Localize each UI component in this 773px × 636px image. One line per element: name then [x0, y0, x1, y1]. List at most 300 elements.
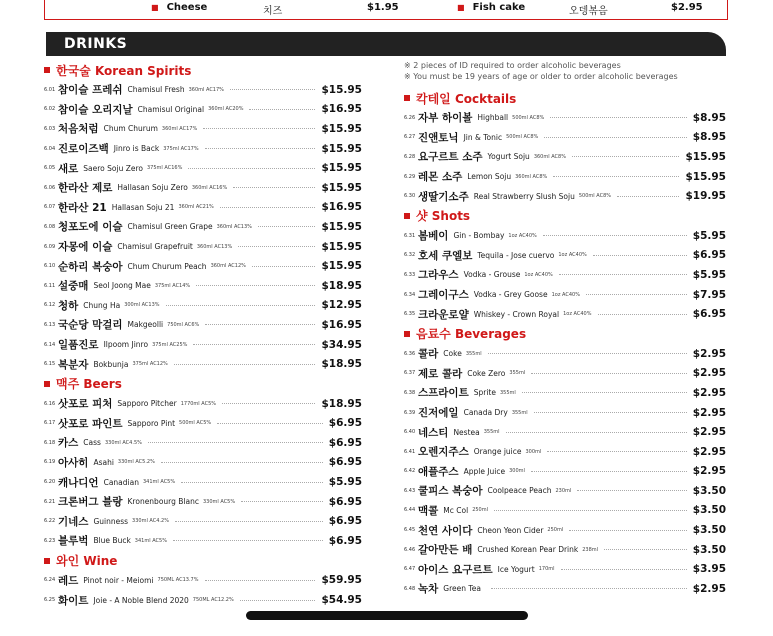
item-price: $7.95	[692, 288, 726, 301]
menu-item	[404, 559, 726, 579]
item-spec: 330ml AC4.2%	[132, 518, 169, 525]
dot-leader	[494, 510, 687, 511]
dot-leader	[550, 117, 686, 118]
item-korean-name: 한라산 21	[58, 201, 107, 214]
drinks-banner-title: DRINKS	[64, 36, 128, 52]
item-korean-name: 참이슬 프레쉬	[58, 84, 123, 97]
item-korean-name: 처음처럼	[58, 123, 99, 136]
item-price: $8.95	[692, 131, 726, 144]
item-price: $2.95	[692, 406, 726, 419]
item-code: 6.12	[44, 302, 56, 309]
item-spec: 330ml AC4.5%	[104, 439, 142, 446]
section-title-label: 맥주 Beers	[56, 377, 122, 392]
item-price: $2.95	[692, 465, 726, 478]
item-spec: 360ml AC12%	[210, 263, 246, 270]
dot-leader	[488, 353, 687, 354]
item-english-name: Jin & Tonic	[463, 132, 503, 142]
item-english-name: Crushed Korean Pear Drink	[477, 545, 579, 555]
menu-item	[404, 442, 726, 462]
item-spec: 360ml AC8%	[515, 173, 548, 180]
dot-leader	[217, 423, 323, 424]
dot-leader	[205, 580, 316, 581]
menu-item	[44, 217, 362, 237]
item-korean-name: 진저에일	[418, 407, 459, 420]
item-code: 6.30	[404, 193, 416, 200]
item-spec: 360ml AC20%	[208, 106, 244, 113]
item-english-name: Lemon Soju	[467, 172, 512, 182]
item-korean-name: 제로 콜라	[418, 367, 463, 380]
item-code: 6.18	[44, 439, 56, 446]
item-korean-name: 카스	[58, 437, 79, 450]
item-english-name: Nestea	[453, 427, 480, 437]
item-price: $16.95	[321, 201, 362, 214]
item-code: 6.25	[44, 597, 56, 604]
item-korean-name: 참이슬 오리지날	[58, 103, 133, 116]
section-title-label: 한국술 Korean Spirits	[56, 63, 192, 78]
item-english-name: Seol Joong Mae	[93, 281, 151, 291]
menu-item	[44, 354, 362, 374]
item-spec: 1770ml AC5%	[180, 400, 217, 407]
menu-item	[44, 119, 362, 139]
square-bullet-icon	[404, 331, 410, 337]
square-bullet-icon	[44, 558, 50, 564]
section-title-label: 음료수 Beverages	[416, 327, 527, 342]
item-korean-name: 새로	[58, 162, 79, 175]
item-code: 6.13	[44, 321, 56, 328]
dot-leader	[196, 285, 315, 286]
item-price: $54.95	[321, 594, 362, 607]
item-code: 6.03	[44, 125, 56, 132]
item-spec: 250ml	[547, 527, 564, 534]
menu-item	[44, 158, 362, 178]
item-spec: 341ml AC5%	[142, 479, 176, 486]
item-english-name: Yogurt Soju	[487, 152, 530, 162]
item-spec: 360ml AC17%	[161, 125, 198, 132]
item-code: 6.43	[404, 487, 416, 494]
bullet-icon: ■	[151, 3, 159, 12]
item-english-name: Pinot noir - Meiomi	[83, 575, 154, 585]
item-korean-name: 스프라이트	[418, 387, 469, 400]
menu-item	[404, 285, 726, 305]
item-korean-name: 한라산 제로	[58, 182, 113, 195]
item-korean-name: 일품진로	[58, 339, 99, 352]
item-english-name: Gin - Bombay	[453, 231, 505, 241]
item-korean-name: 자부 하이볼	[418, 112, 473, 125]
item-english-name: Green Tea	[443, 584, 481, 594]
item-korean-name: 녹차	[418, 583, 439, 596]
top-item-right-name: Fish cake	[472, 2, 526, 13]
home-indicator[interactable]	[246, 611, 528, 620]
section-title	[44, 551, 362, 571]
dot-leader	[148, 442, 323, 443]
item-spec: 300ml	[509, 468, 525, 475]
item-korean-name: 복분자	[58, 358, 89, 371]
item-code: 6.39	[404, 409, 416, 416]
menu-item	[404, 265, 726, 285]
dot-leader	[604, 549, 687, 550]
item-spec: 375ml AC14%	[154, 282, 191, 289]
item-code: 6.34	[404, 291, 416, 298]
item-english-name: Hallasan Soju Zero	[117, 183, 188, 193]
dot-leader	[193, 344, 315, 345]
item-spec: 1oz AC40%	[524, 271, 553, 278]
menu-item	[44, 237, 362, 257]
item-price: $5.95	[328, 476, 362, 489]
item-spec: 750ML AC13.7%	[157, 577, 199, 584]
menu-item	[44, 414, 362, 434]
item-code: 6.24	[44, 577, 56, 584]
item-code: 6.48	[404, 585, 416, 592]
item-korean-name: 아이스 요구르트	[418, 563, 493, 576]
item-price: $8.95	[692, 111, 726, 124]
item-code: 6.21	[44, 498, 56, 505]
item-spec: 341ml AC5%	[134, 537, 167, 544]
section-title-label: 칵테일 Cocktails	[416, 91, 517, 106]
item-code: 6.42	[404, 468, 416, 475]
item-english-name: Sprite	[473, 388, 496, 398]
menu-item	[404, 128, 726, 148]
item-price: $3.50	[692, 504, 726, 517]
item-spec: 355ml	[465, 350, 482, 357]
section-title	[404, 88, 726, 108]
item-english-name: Real Strawberry Slush Soju	[473, 191, 575, 201]
item-spec: 1oz AC40%	[508, 232, 537, 239]
dot-leader	[175, 521, 323, 522]
top-item-left-name: Cheese	[166, 2, 208, 13]
item-english-name: Ice Yogurt	[497, 564, 535, 574]
item-code: 6.16	[44, 400, 56, 407]
item-korean-name: 기네스	[58, 515, 89, 528]
item-code: 6.47	[404, 566, 416, 573]
dot-leader	[258, 226, 316, 227]
item-price: $3.50	[692, 543, 726, 556]
item-spec: 360ml AC8%	[533, 153, 566, 160]
item-spec: 375ml AC16%	[147, 165, 183, 172]
item-price: $18.95	[321, 358, 362, 371]
item-price: $15.95	[321, 122, 362, 135]
item-english-name: Highball	[477, 113, 509, 123]
dot-leader	[553, 176, 679, 177]
dot-leader	[577, 490, 687, 491]
section-title	[44, 60, 362, 80]
item-english-name: Kronenbourg Blanc	[127, 497, 199, 507]
dot-leader	[522, 392, 687, 393]
item-price: $59.95	[321, 574, 362, 587]
dot-leader	[534, 412, 687, 413]
item-code: 6.33	[404, 271, 416, 278]
item-spec: 360ml AC16%	[191, 184, 228, 191]
dot-leader	[506, 432, 687, 433]
item-spec: 375ml AC12%	[132, 361, 168, 368]
menu-item	[44, 335, 362, 355]
item-price: $15.95	[321, 181, 362, 194]
item-spec: 330ml AC5%	[202, 498, 236, 505]
item-korean-name: 크론버그 블랑	[58, 496, 123, 509]
item-price: $5.95	[692, 229, 726, 242]
item-spec: 750ml AC6%	[167, 321, 200, 328]
menu-item	[44, 178, 362, 198]
item-price: $2.95	[692, 367, 726, 380]
item-price: $6.95	[692, 249, 726, 262]
item-price: $15.95	[685, 150, 726, 163]
item-price: $2.95	[692, 426, 726, 439]
item-korean-name: 크라운로얄	[418, 308, 469, 321]
item-price: $2.95	[692, 582, 726, 595]
dot-leader	[240, 600, 316, 601]
dot-leader	[181, 482, 323, 483]
dot-leader	[161, 462, 323, 463]
item-spec: 360ml AC13%	[196, 243, 233, 250]
item-english-name: Chung Ha	[83, 300, 121, 310]
item-code: 6.37	[404, 370, 416, 377]
dot-leader	[617, 196, 679, 197]
item-price: $16.95	[321, 103, 362, 116]
id-notice: ※ You must be 19 years of age or older to order alcoholic beverages	[404, 72, 678, 81]
drinks-banner	[46, 32, 726, 56]
item-korean-name: 레드	[58, 574, 79, 587]
square-bullet-icon	[44, 67, 50, 73]
item-code: 6.27	[404, 134, 416, 141]
item-code: 6.36	[404, 350, 416, 357]
section-title	[404, 206, 726, 226]
item-code: 6.44	[404, 507, 416, 514]
item-english-name: Canadian	[103, 477, 139, 487]
item-korean-name: 그레이구스	[418, 289, 469, 302]
section-title	[44, 374, 362, 394]
item-code: 6.40	[404, 429, 416, 436]
item-price: $6.95	[328, 417, 362, 430]
item-korean-name: 자몽에 이슬	[58, 241, 113, 254]
item-korean-name: 천연 사이다	[418, 524, 473, 537]
item-code: 6.14	[44, 341, 56, 348]
item-korean-name: 네스티	[418, 426, 449, 439]
item-english-name: Cass	[83, 438, 101, 448]
item-english-name: Asahi	[93, 457, 114, 467]
item-code: 6.07	[44, 204, 56, 211]
item-spec: 300ml AC13%	[124, 302, 160, 309]
menu-item	[44, 80, 362, 100]
item-price: $3.95	[692, 563, 726, 576]
dot-leader	[188, 168, 315, 169]
item-english-name: Mc Col	[443, 505, 469, 515]
item-english-name: Saero Soju Zero	[83, 163, 143, 173]
item-code: 6.46	[404, 546, 416, 553]
dot-leader	[598, 314, 687, 315]
menu-item	[44, 100, 362, 120]
item-korean-name: 블루벅	[58, 535, 89, 548]
square-bullet-icon	[404, 95, 410, 101]
item-spec: 360ml AC13%	[216, 223, 252, 230]
item-code: 6.01	[44, 86, 56, 93]
menu-item	[404, 304, 726, 324]
item-korean-name: 맥콜	[418, 504, 439, 517]
item-spec: 1oz AC40%	[563, 311, 592, 318]
item-price: $15.95	[321, 142, 362, 155]
menu-item	[44, 531, 362, 551]
item-code: 6.38	[404, 389, 416, 396]
item-spec: 1oz AC40%	[551, 291, 580, 298]
menu-item	[404, 540, 726, 560]
top-item-left	[151, 2, 207, 13]
item-english-name: Chamisul Green Grape	[127, 222, 213, 232]
dot-leader	[491, 588, 687, 589]
square-bullet-icon	[404, 213, 410, 219]
item-english-name: Chum Churum	[103, 124, 158, 134]
dot-leader	[233, 187, 315, 188]
item-price: $6.95	[328, 456, 362, 469]
menu-item	[404, 579, 726, 599]
item-english-name: Coke Zero	[467, 368, 506, 378]
item-price: $3.50	[692, 484, 726, 497]
item-english-name: Guinness	[93, 516, 129, 526]
item-price: $6.95	[692, 308, 726, 321]
item-english-name: Tequila - Jose cuervo	[477, 250, 555, 260]
item-price: $6.95	[328, 534, 362, 547]
item-english-name: Canada Dry	[463, 408, 508, 418]
item-english-name: Blue Buck	[93, 536, 131, 546]
item-price: $6.95	[328, 495, 362, 508]
item-price: $34.95	[321, 338, 362, 351]
item-korean-name: 오렌지주스	[418, 446, 469, 459]
item-korean-name: 아사히	[58, 456, 89, 469]
item-price: $15.95	[321, 162, 362, 175]
item-korean-name: 레몬 소주	[418, 171, 463, 184]
item-english-name: Coke	[443, 349, 462, 359]
menu-item	[44, 198, 362, 218]
item-korean-name: 국순당 막걸리	[58, 319, 123, 332]
item-code: 6.20	[44, 479, 56, 486]
dot-leader	[205, 324, 315, 325]
item-english-name: Whiskey - Crown Royal	[473, 309, 560, 319]
left-column	[44, 60, 362, 610]
item-code: 6.06	[44, 184, 56, 191]
menu-item	[44, 139, 362, 159]
item-english-name: Apple Juice	[463, 466, 506, 476]
item-price: $16.95	[321, 318, 362, 331]
item-spec: 330ml AC5.2%	[117, 459, 155, 466]
item-price: $15.95	[321, 260, 362, 273]
item-code: 6.17	[44, 420, 56, 427]
menu-item	[404, 344, 726, 364]
item-english-name: Vodka - Grouse	[463, 270, 521, 280]
item-spec: 500ml AC8%	[512, 114, 545, 121]
item-code: 6.31	[404, 232, 416, 239]
dot-leader	[222, 403, 315, 404]
top-item-left-price: $1.95	[367, 2, 399, 13]
item-english-name: Chum Churum Peach	[127, 261, 207, 271]
dot-leader	[220, 207, 316, 208]
item-price: $5.95	[692, 268, 726, 281]
item-english-name: Orange juice	[473, 447, 522, 457]
item-price: $2.95	[692, 445, 726, 458]
right-column	[404, 60, 726, 599]
item-spec: 250ml	[472, 507, 488, 514]
dot-leader	[241, 501, 323, 502]
menu-item	[404, 501, 726, 521]
menu-item	[44, 571, 362, 591]
dot-leader	[173, 540, 323, 541]
item-price: $18.95	[321, 397, 362, 410]
item-english-name: Sapporo Pitcher	[117, 399, 177, 409]
section-title-label: 샷 Shots	[416, 209, 471, 224]
item-korean-name: 캐나디언	[58, 476, 99, 489]
item-english-name: Hallasan Soju 21	[111, 202, 175, 212]
item-spec: 360ml AC17%	[188, 86, 224, 93]
item-english-name: Coolpeace Peach	[487, 486, 552, 496]
item-spec: 230ml	[555, 487, 572, 494]
menu-item	[404, 147, 726, 167]
dot-leader	[205, 148, 316, 149]
item-korean-name: 호세 쿠엘보	[418, 249, 473, 262]
item-code: 6.02	[44, 106, 56, 113]
menu-item	[44, 433, 362, 453]
item-spec: 375ml AC25%	[152, 341, 188, 348]
item-korean-name: 설중매	[58, 280, 89, 293]
item-price: $6.95	[328, 515, 362, 528]
item-spec: 360ml AC21%	[178, 204, 214, 211]
menu-item	[44, 492, 362, 512]
item-korean-name: 봄베이	[418, 230, 449, 243]
menu-item	[404, 481, 726, 501]
dot-leader	[174, 364, 316, 365]
item-code: 6.32	[404, 252, 416, 259]
item-code: 6.26	[404, 114, 416, 121]
item-spec: 300ml	[525, 448, 542, 455]
item-spec: 500ml AC5%	[179, 420, 212, 427]
menu-item	[404, 403, 726, 423]
item-english-name: Sapporo Pint	[127, 418, 176, 428]
item-spec: 500ml AC8%	[506, 134, 539, 141]
item-spec: 375ml AC17%	[163, 145, 199, 152]
menu-item	[44, 315, 362, 335]
item-spec: 355ml	[499, 389, 516, 396]
item-english-name: Makgeolli	[127, 320, 164, 330]
item-korean-name: 진로이즈백	[58, 143, 109, 156]
item-english-name: Vodka - Grey Goose	[473, 290, 548, 300]
item-code: 6.45	[404, 527, 416, 534]
item-english-name: Ilpoom Jinro	[103, 340, 149, 350]
dot-leader	[531, 373, 687, 374]
item-code: 6.19	[44, 459, 56, 466]
item-code: 6.35	[404, 311, 416, 318]
menu-item	[44, 511, 362, 531]
top-item-right	[457, 2, 525, 13]
item-korean-name: 애플주스	[418, 465, 459, 478]
item-price: $2.95	[692, 347, 726, 360]
item-english-name: Jinro is Back	[113, 144, 160, 154]
menu-item	[44, 394, 362, 414]
dot-leader	[561, 569, 687, 570]
item-price: $12.95	[321, 299, 362, 312]
item-code: 6.22	[44, 518, 56, 525]
item-spec: 355ml	[511, 409, 528, 416]
item-spec: 500ml AC8%	[578, 193, 612, 200]
item-code: 6.10	[44, 263, 56, 270]
menu-item	[404, 422, 726, 442]
item-code: 6.05	[44, 165, 56, 172]
item-price: $19.95	[685, 190, 726, 203]
dot-leader	[203, 128, 315, 129]
section-title-label: 와인 Wine	[56, 554, 118, 569]
item-korean-name: 요구르트 소주	[418, 151, 483, 164]
item-price: $15.95	[321, 83, 362, 96]
dot-leader	[543, 235, 687, 236]
item-code: 6.08	[44, 223, 56, 230]
item-spec: 238ml	[582, 546, 599, 553]
notices	[404, 60, 726, 88]
dot-leader	[547, 451, 686, 452]
top-item-right-kor: 오뎅볶음	[569, 6, 608, 17]
